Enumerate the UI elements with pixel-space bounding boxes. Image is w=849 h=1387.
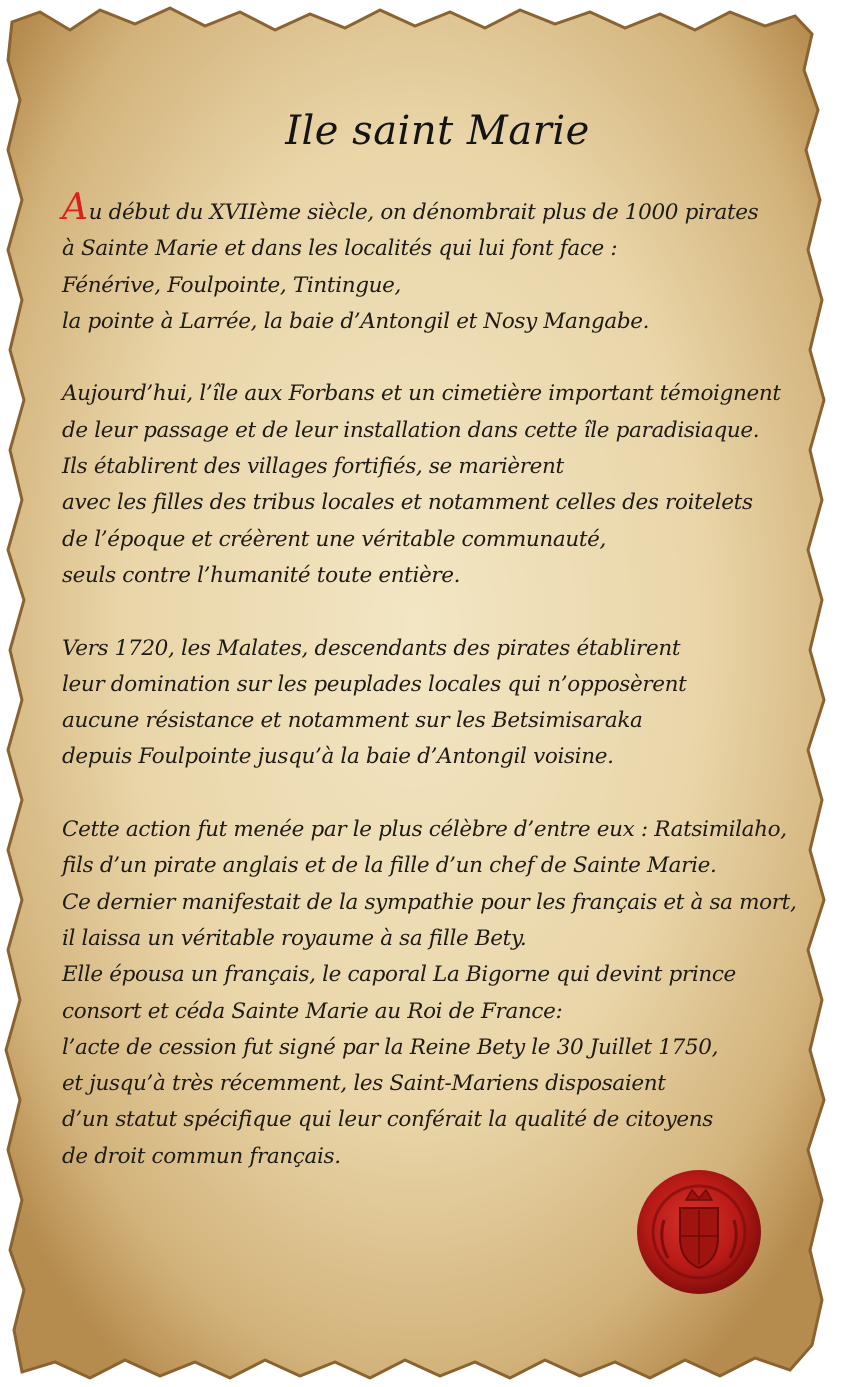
paragraph-1-line-1: Au début du XVIIème siècle, on dénombrait plus de 1000 pirates <box>62 187 759 228</box>
paragraph-line: avec les filles des tribus locales et notamment celles des roitelets <box>62 490 753 516</box>
paragraph-line: de l’époque et créèrent une véritable communauté, <box>62 526 607 552</box>
paragraph-line: Cette action fut menée par le plus célèbre d’entre eux : Ratsimilaho, <box>62 817 787 843</box>
paragraph-line: de droit commun français. <box>62 1143 341 1169</box>
paragraph-line: Aujourd’hui, l’île aux Forbans et un cimetière important témoignent <box>62 381 781 407</box>
paragraph-gap <box>62 340 792 376</box>
document-title: Ile saint Marie <box>285 108 590 154</box>
paragraph-line: Elle épousa un français, le caporal La Bigorne qui devint prince <box>62 962 736 988</box>
paragraph-line: de leur passage et de leur installation dans cette île paradisiaque. <box>62 417 760 443</box>
paragraph-line: aucune résistance et notamment sur les Betsimisaraka <box>62 708 643 734</box>
paragraph-line: Fénérive, Foulpointe, Tintingue, <box>62 272 401 298</box>
paragraph-line: il laissa un véritable royaume à sa fille Bety. <box>62 925 527 951</box>
paragraph-line: d’un statut spécifique qui leur conférait la qualité de citoyens <box>62 1107 713 1133</box>
paragraph-line: l’acte de cession fut signé par la Reine Bety le 30 Juillet 1750, <box>62 1034 719 1060</box>
paragraph-line: consort et céda Sainte Marie au Roi de France: <box>62 998 563 1024</box>
wax-seal-icon <box>637 1170 761 1294</box>
paragraph-line: fils d’un pirate anglais et de la fille d’un chef de Sainte Marie. <box>62 853 717 879</box>
paragraph-line: Ce dernier manifestait de la sympathie pour les français et à sa mort, <box>62 889 797 915</box>
paragraph-gap <box>62 776 792 812</box>
paragraph-line: et jusqu’à très récemment, les Saint-Mariens disposaient <box>62 1071 666 1097</box>
drop-cap: A <box>62 187 88 228</box>
paragraph-gap <box>62 594 792 630</box>
paragraph-line: à Sainte Marie et dans les localités qui lui font face : <box>62 236 618 262</box>
paragraph-line: seuls contre l’humanité toute entière. <box>62 562 461 588</box>
paragraph-line: depuis Foulpointe jusqu’à la baie d’Antongil voisine. <box>62 744 614 770</box>
paragraph-line: Ils établirent des villages fortifiés, se marièrent <box>62 454 564 480</box>
paragraph-line: la pointe à Larrée, la baie d’Antongil et Nosy Mangabe. <box>62 308 650 334</box>
paragraph-line: Vers 1720, les Malates, descendants des pirates établirent <box>62 635 681 661</box>
paragraph-line: leur domination sur les peuplades locales qui n’opposèrent <box>62 671 687 697</box>
document-body <box>62 187 797 1175</box>
